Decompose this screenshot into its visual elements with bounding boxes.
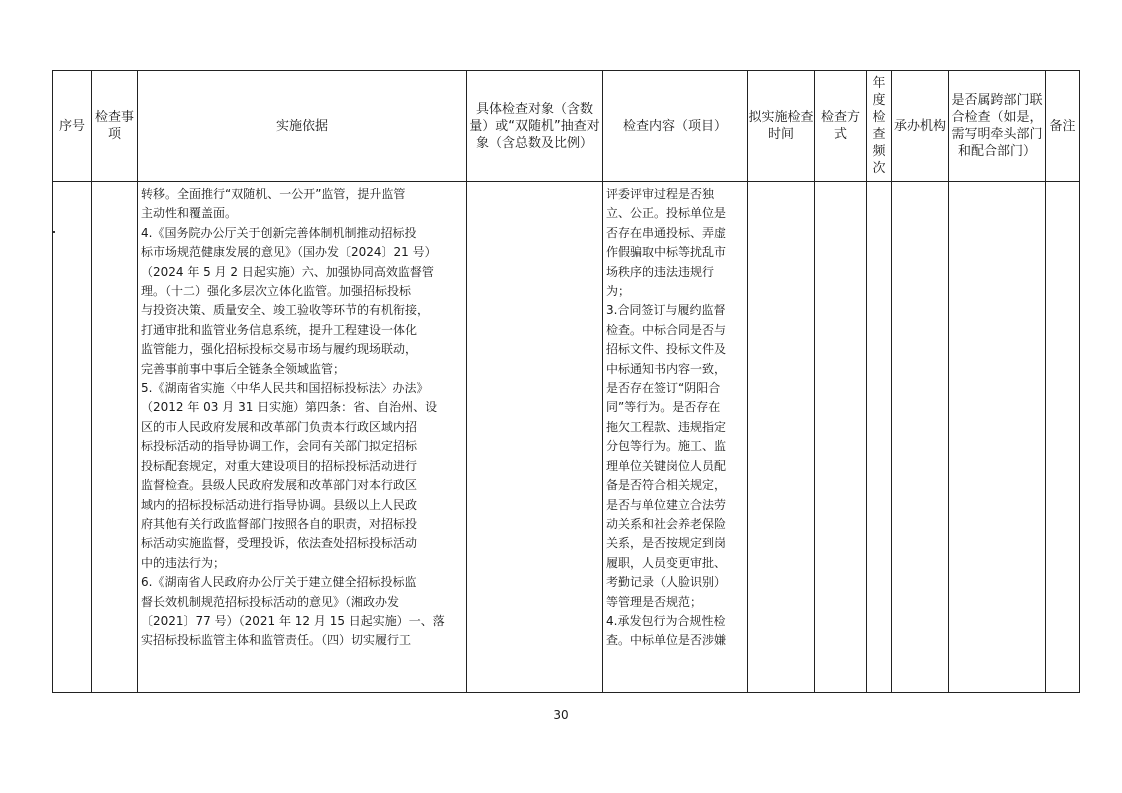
content-text-line: 否存在串通投标、弄虚 (606, 225, 727, 240)
basis-text-line: 中的违法行为； (141, 555, 226, 570)
basis-text-line: 实招标投标监管主体和监管责任。（四）切实履行工 (141, 633, 412, 648)
page-number: 30 (553, 708, 569, 722)
content-text-line: 是否与单位建立合法劳 (606, 497, 727, 512)
header-object: 具体检查对象（含数量）或“双随机”抽查对象（含总数及比例） (467, 71, 603, 182)
content-text-line: 关系，是否按规定到岗 (606, 536, 727, 551)
basis-text-line: 标投标活动的指导协调工作，会同有关部门拟定招标 (141, 439, 418, 454)
content-text-line: 考勤记录（人脸识别） (606, 575, 727, 590)
margin-mark (53, 231, 55, 233)
cell-org (892, 182, 949, 693)
content-text-line: 拖欠工程款、违规指定 (606, 419, 727, 434)
basis-text-line: 完善事前事中事后全链条全领域监管； (141, 361, 346, 376)
content-text-line: 中标通知书内容一致， (606, 361, 727, 376)
inspection-table (52, 70, 1080, 693)
cell-frequency (867, 182, 892, 693)
basis-text-line: 投标配套规定，对重大建设项目的招标投标活动进行 (141, 458, 418, 473)
cell-seq (53, 182, 92, 693)
content-text-line: 等管理是否规范； (606, 594, 703, 609)
content-text-line: 分包等行为。施工、监 (606, 439, 727, 454)
basis-text-line: 转移。全面推行“双随机、一公开”监管，提升监管 (141, 187, 406, 201)
content-text-line: 立、公正。投标单位是 (606, 206, 727, 221)
header-seq: 序号 (53, 71, 92, 182)
basis-text-line: 标市场规范健康发展的意见》（国办发〔2024〕21 号） (141, 245, 437, 260)
content-text-line: 作假骗取中标等扰乱市 (606, 245, 727, 260)
cell-joint (949, 182, 1046, 693)
cell-object (467, 182, 603, 693)
basis-text-line: 理。（十二）强化多层次立体化监管。加强招标投标 (141, 284, 412, 299)
header-frequency: 年度检查频次 (867, 71, 892, 182)
basis-text-line: （2024 年 5 月 2 日起实施）六、加强协同高效监督管 (141, 264, 434, 279)
basis-text-line: 区的市人民政府发展和改革部门负责本行政区域内招 (141, 419, 418, 434)
content-text-line: 查。中标单位是否涉嫌 (606, 633, 727, 648)
header-org: 承办机构 (892, 71, 949, 182)
cell-basis (138, 182, 467, 693)
content-text-line: 动关系和社会养老保险 (606, 516, 727, 531)
cell-item (92, 182, 138, 693)
basis-text-line: 标活动实施监督，受理投诉，依法查处招标投标活动 (141, 536, 418, 551)
table-row (53, 182, 1080, 693)
basis-text-line: 域内的招标投标活动进行指导协调。县级以上人民政 (141, 497, 418, 512)
content-text-line: 招标文件、投标文件及 (606, 342, 727, 357)
basis-text-line: 〔2021〕77 号）（2021 年 12 月 15 日起实施）一、落 (141, 613, 445, 628)
header-joint: 是否属跨部门联合检查（如是，需写明牵头部门和配合部门） (949, 71, 1046, 182)
basis-text-line: 5.《湖南省实施〈中华人民共和国招标投标法〉办法》 (141, 381, 429, 396)
basis-text-line: 督长效机制规范招标投标活动的意见》（湘政办发 (141, 594, 400, 609)
content-text-line: 3.合同签订与履约监督 (606, 303, 726, 318)
cell-time (748, 182, 815, 693)
cell-method (815, 182, 867, 693)
header-row (53, 71, 1080, 182)
basis-text-line: 打通审批和监管业务信息系统，提升工程建设一体化 (141, 322, 418, 337)
content-text-line: 评委评审过程是否独 (606, 187, 715, 201)
content-text-line: 场秩序的违法违规行 (606, 264, 715, 279)
basis-text-line: 主动性和覆盖面。 (141, 206, 238, 221)
content-text-line: 为； (606, 284, 631, 299)
content-text-line: 是否存在签订“阴阳合 (606, 381, 721, 396)
content-text-line: 检查。中标合同是否与 (606, 322, 727, 337)
content-text-line: 备是否符合相关规定， (606, 478, 727, 493)
basis-text-line: 监督检查。县级人民政府发展和改革部门对本行政区 (141, 478, 418, 493)
header-method: 检查方式 (815, 71, 867, 182)
content-text-line: 履职，人员变更审批、 (606, 555, 727, 570)
basis-text-line: （2012 年 03 月 31 日实施）第四条：省、自治州、设 (141, 400, 438, 415)
cell-note (1046, 182, 1080, 693)
content-text-line: 4.承发包行为合规性检 (606, 613, 726, 628)
content-text-line: 理单位关键岗位人员配 (606, 458, 727, 473)
header-basis: 实施依据 (138, 71, 467, 182)
basis-text-line: 6.《湖南省人民政府办公厅关于建立健全招标投标监 (141, 575, 417, 590)
basis-text-line: 4.《国务院办公厅关于创新完善体制机制推动招标投 (141, 225, 417, 240)
header-item: 检查事项 (92, 71, 138, 182)
content-text-line: 同”等行为。是否存在 (606, 400, 721, 415)
header-time: 拟实施检查时间 (748, 71, 815, 182)
cell-content (603, 182, 748, 693)
basis-text-line: 监管能力，强化招标投标交易市场与履约现场联动， (141, 342, 418, 357)
basis-text-line: 府其他有关行政监督部门按照各自的职责，对招标投 (141, 516, 418, 531)
header-note: 备注 (1046, 71, 1080, 182)
basis-text-line: 与投资决策、质量安全、竣工验收等环节的有机衔接， (141, 303, 430, 318)
header-content: 检查内容（项目） (603, 71, 748, 182)
